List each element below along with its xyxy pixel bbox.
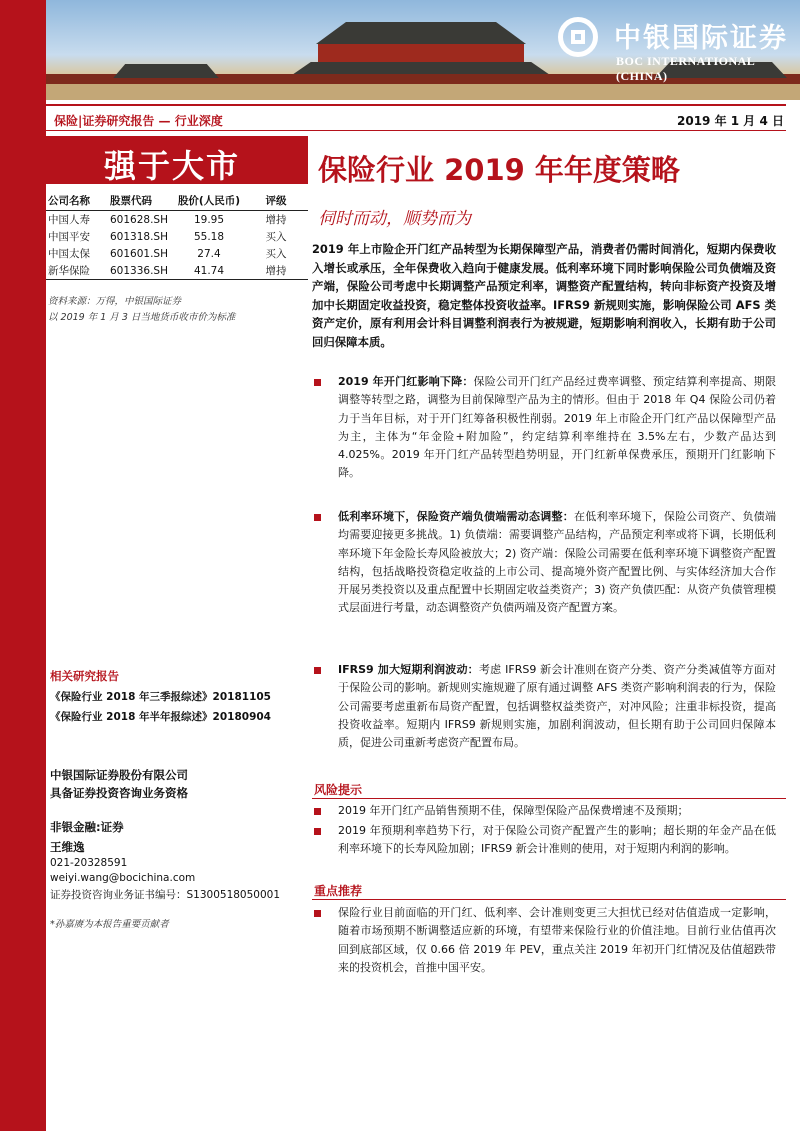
recommendation-item: 保险行业目前面临的开门红、低利率、会计准则变更三大担忧已经对估值造成一定影响，随着市场预期不断调整适应新的环境，有望带来保险行业的价值洼地。目前行业估值再次回到底部区域，仅 0.66 倍 2019 年 PEV，重点关注 2019 年初开门红情况及估值超跌带来的投资机会，首推中国平安。	[312, 904, 776, 977]
bullet-square-icon	[314, 667, 321, 674]
bullet-lead: 2019 年开门红影响下降：	[338, 375, 474, 388]
table-row: 中国平安 601318.SH 55.18 买入	[48, 230, 287, 243]
report-subtitle: 伺时而动，顺势而为	[318, 209, 471, 229]
summary-paragraph: 2019 年上市险企开门红产品转型为长期保障型产品，消费者仍需时间消化，短期内保费收入增长或承压，全年保费收入趋向于健康发展。低利率环境下同时影响保险公司负债端及资产端，保险公司考虑中长期调整产品预定利率，调整资产配置结构，转向非标资产投资及增加中长期固定收益投资，稳定整体投资收益率。IFRS9 新规则实施，影响保险公司 AFS 类资产定价，原有利用会计科目调整利润表行为被规避，短期影响利润收入，长期有助于公司回归保障本质。	[312, 242, 776, 349]
risk-item: 2019 年预期利率趋势下行，对于保险公司资产配置产生的影响；超长期的年金产品在低利率环境下的长寿风险加剧；IFRS9 新会计准则的使用，对于短期内利润的影响。	[312, 822, 776, 859]
bullet-item	[312, 508, 776, 618]
sector-label: 非银金融:证券	[50, 820, 124, 834]
palace-roof-image	[296, 22, 546, 44]
brand-name-en: BOC INTERNATIONAL (CHINA)	[616, 54, 755, 83]
header-rule-2	[46, 130, 786, 131]
boc-logo-icon	[558, 17, 598, 57]
analyst-email[interactable]: weiyi.wang@bocichina.com	[50, 872, 196, 884]
sidebar	[46, 136, 308, 1131]
bullet-item	[312, 373, 776, 483]
bullet-text: 保险公司开门红产品经过费率调整、预定结算利率提高、期限调整等转型之路，调整为目前保障型产品为主的情形。但由于 2018 年 Q4 保险公司仍着力于当年目标，对于开门红筹备积极性削弱。2019 年上市险企开门红产品以保障型产品为主，主体为“年金险+附加险”，约定结算利率维持在 3.5%左右，少数产品达到 4.025%。2019 年开门红产品转型趋势明显，开门红新单保费承压，预期开门红影响下降。	[338, 375, 776, 480]
bullet-text: 考虑 IFRS9 新会计准则在资产分类、资产分类减值等方面对于保险公司的影响。新规则实施规避了原有通过调整 AFS 类资产影响利润表的行为，保险公司需要考虑重新布局资产配置，包括调整权益类资产，对冲风险；注重非标投资，提高投资收益率。短期内 IFRS9 新规则实施，加剧利润波动，但长期有助于公司回归保障本质，促进公司重新考虑资产配置布局。	[338, 663, 777, 750]
bullet-square-icon	[314, 808, 321, 815]
bullet-square-icon	[314, 514, 321, 521]
bullet-lead: 低利率环境下，保险资产端负债端需动态调整：	[338, 510, 574, 523]
analyst-cert: 证券投资咨询业务证书编号：S1300518050001	[50, 889, 281, 901]
company-name: 中银国际证券股份有限公司	[50, 768, 188, 782]
table-row: 中国太保 601601.SH 27.4 买入	[48, 247, 287, 260]
price-note: 以 2019 年 1 月 3 日当地货币收市价为标准	[48, 312, 236, 323]
recommendation-rule	[312, 899, 786, 900]
bullet-square-icon	[314, 910, 321, 917]
contributor-note: *孙嘉赓为本报告重要贡献者	[50, 919, 169, 930]
brand-name-cn: 中银国际证券	[614, 23, 788, 54]
left-red-band	[0, 0, 46, 1131]
bullet-text: 在低利率环境下，保险公司资产、负债端均需要迎接更多挑战。1) 负债端：需要调整产品结构，产品预定利率或将下调，长期低利率环境下年金险长寿风险被放大；2) 资产端：保险公司需要在低利率环境下调整资产配置结构，包括战略投资稳定收益的上市公司、提高境外资产配置比例、与实体经济加大合作开展另类投资以及重点配置中长期固定收益类资产；3) 资产负债匹配：从资产负债管理模式层面进行考量，动态调整资产负债两端及资产配置方案。	[338, 510, 777, 615]
related-report-link[interactable]: 《保险行业 2018 年三季报综述》20181105	[50, 691, 271, 703]
company-qualification: 具备证券投资咨询业务资格	[50, 786, 188, 800]
bullet-item	[312, 661, 776, 752]
report-category: 保险|证券研究报告 — 行业深度	[54, 114, 223, 128]
table-row: 中国人寿 601628.SH 19.95 增持	[48, 213, 287, 226]
col-header: 股价(人民币)	[177, 195, 241, 207]
stock-table	[46, 191, 308, 280]
header-banner	[46, 0, 800, 100]
recommendation-heading: 重点推荐	[314, 884, 363, 898]
risk-item: 2019 年开门红产品销售预期不佳，保障型保险产品保费增速不及预期；	[312, 802, 776, 820]
analyst-name: 王维逸	[50, 840, 85, 854]
report-meta-bar	[46, 110, 786, 128]
col-header: 评级	[265, 195, 287, 207]
header-rule	[46, 104, 786, 106]
source-note: 资料来源：万得，中银国际证券	[48, 296, 182, 307]
analyst-phone: 021-20328591	[50, 857, 128, 869]
related-report-link[interactable]: 《保险行业 2018 年半年报综述》20180904	[50, 711, 271, 723]
related-reports-heading: 相关研究报告	[50, 669, 119, 683]
bullet-square-icon	[314, 828, 321, 835]
col-header: 股票代码	[110, 195, 152, 207]
rating-tagline: 强于大市	[46, 136, 308, 184]
report-date: 2019 年 1 月 4 日	[677, 114, 784, 128]
table-row: 新华保险 601336.SH 41.74 增持	[46, 262, 308, 280]
report-title: 保险行业 2019 年年度策略	[318, 153, 680, 187]
risk-heading: 风险提示	[314, 783, 363, 797]
bullet-square-icon	[314, 379, 321, 386]
col-header: 公司名称	[48, 195, 90, 207]
bullet-lead: IFRS9 加大短期利润波动：	[338, 663, 479, 676]
risk-rule	[312, 798, 786, 799]
